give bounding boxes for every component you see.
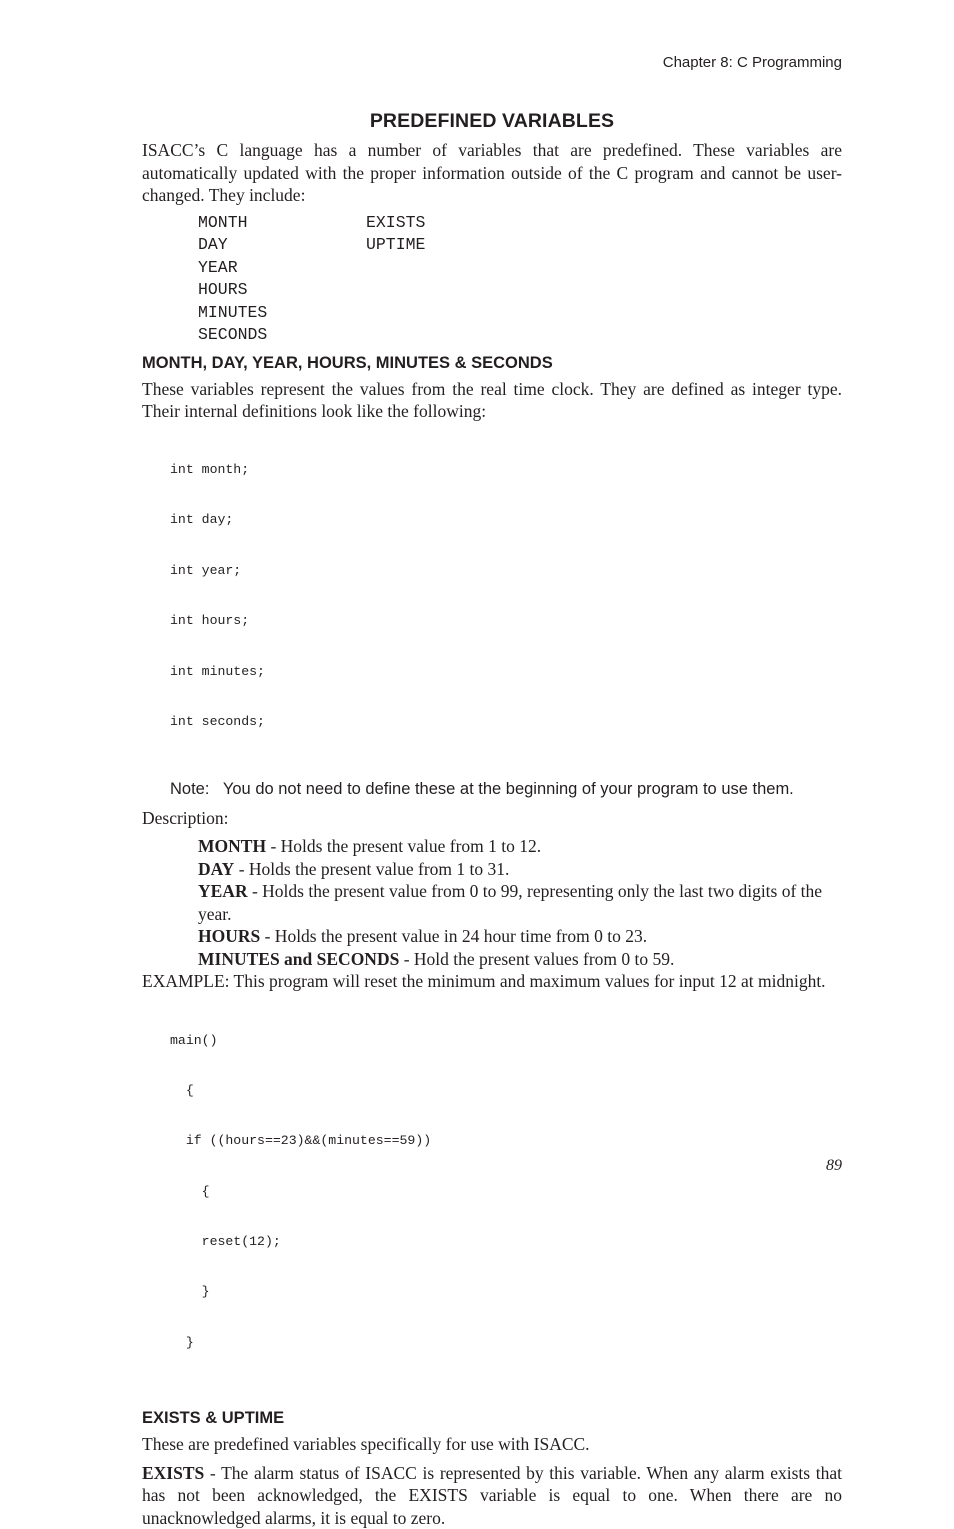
code-line: int year; [170,562,242,578]
definition-term: MONTH [198,836,267,857]
var-item: MINUTES [198,302,268,322]
code-block-example [170,999,842,1385]
definition-item [198,925,842,948]
section-heading-clock: MONTH, DAY, YEAR, HOURS, MINUTES & SECONDS [142,353,553,372]
definition-text: - Holds the present value from 1 to 12. [266,836,542,857]
code-block-definitions [170,429,842,765]
definition-term: DAY [198,858,235,879]
page-title: PREDEFINED VARIABLES [369,110,615,132]
var-item: HOURS [198,280,248,299]
note: Note: You do not need to define these at the beginning of your program to use them. [170,780,794,799]
code-line: if ((hours==23)&&(minutes==59)) [170,1133,432,1149]
var-item: DAY [198,235,228,254]
var-item: YEAR [198,257,238,277]
code-line: int hours; [170,613,250,629]
code-line: reset(12); [170,1234,281,1250]
definition-term: MINUTES and SECONDS [198,948,400,969]
definition-item [198,858,842,881]
definition-item [198,880,842,925]
code-line: { [170,1183,210,1199]
definition-term: HOURS [198,926,261,947]
code-line: { [170,1082,194,1098]
var-item: SECONDS [198,325,268,344]
exists-text: - The alarm status of ISACC is represented by this variable. When any alarm exists that has not been acknowledged, the EXISTS variable is equal to one. When there are no unacknowledged alarms, it is equal to zero. [142,1462,842,1528]
running-head: Chapter 8: C Programming [662,54,842,71]
code-line: int day; [170,512,234,528]
variable-list [198,212,842,347]
code-line: main() [170,1032,218,1048]
code-line: int month; [170,462,250,478]
description-label: Description: [142,808,229,829]
page-number: 89 [826,1157,842,1174]
intro-paragraph: ISACC’s C language has a number of variables that are predefined. These variables are automatically updated with the proper information outside of the C program and cannot be user-changed. They include: [142,140,842,205]
section-heading-exists: EXISTS & UPTIME [142,1409,285,1428]
example-text: EXAMPLE: This program will reset the minimum and maximum values for input 12 at midnight. [142,971,826,992]
exists-paragraph [142,1462,842,1529]
code-line: } [170,1334,194,1350]
var-item: MONTH [198,212,248,232]
definition-list [198,835,842,970]
definition-text: - Holds the present value from 1 to 31. [234,858,510,879]
var-item: UPTIME [366,235,426,254]
code-line: } [170,1284,210,1300]
page-content [142,110,842,1529]
exists-term: EXISTS [142,1462,205,1483]
definition-text: - Holds the present value from 0 to 99, representing only the last two digits of the year. [198,881,823,924]
definition-text: - Hold the present values from 0 to 59. [399,948,675,969]
section-exists-text: These are predefined variables specifically for use with ISACC. [142,1434,590,1455]
definition-term: YEAR [198,881,248,902]
definition-item [198,948,842,971]
var-item: EXISTS [366,212,426,232]
definition-text: - Holds the present value in 24 hour time from 0 to 23. [260,926,648,947]
code-line: int seconds; [170,714,265,730]
section-clock-text: These variables represent the values from the real time clock. They are defined as integer type. Their internal definitions look like the following: [142,378,842,421]
code-line: int minutes; [170,663,265,679]
definition-item [198,835,842,858]
